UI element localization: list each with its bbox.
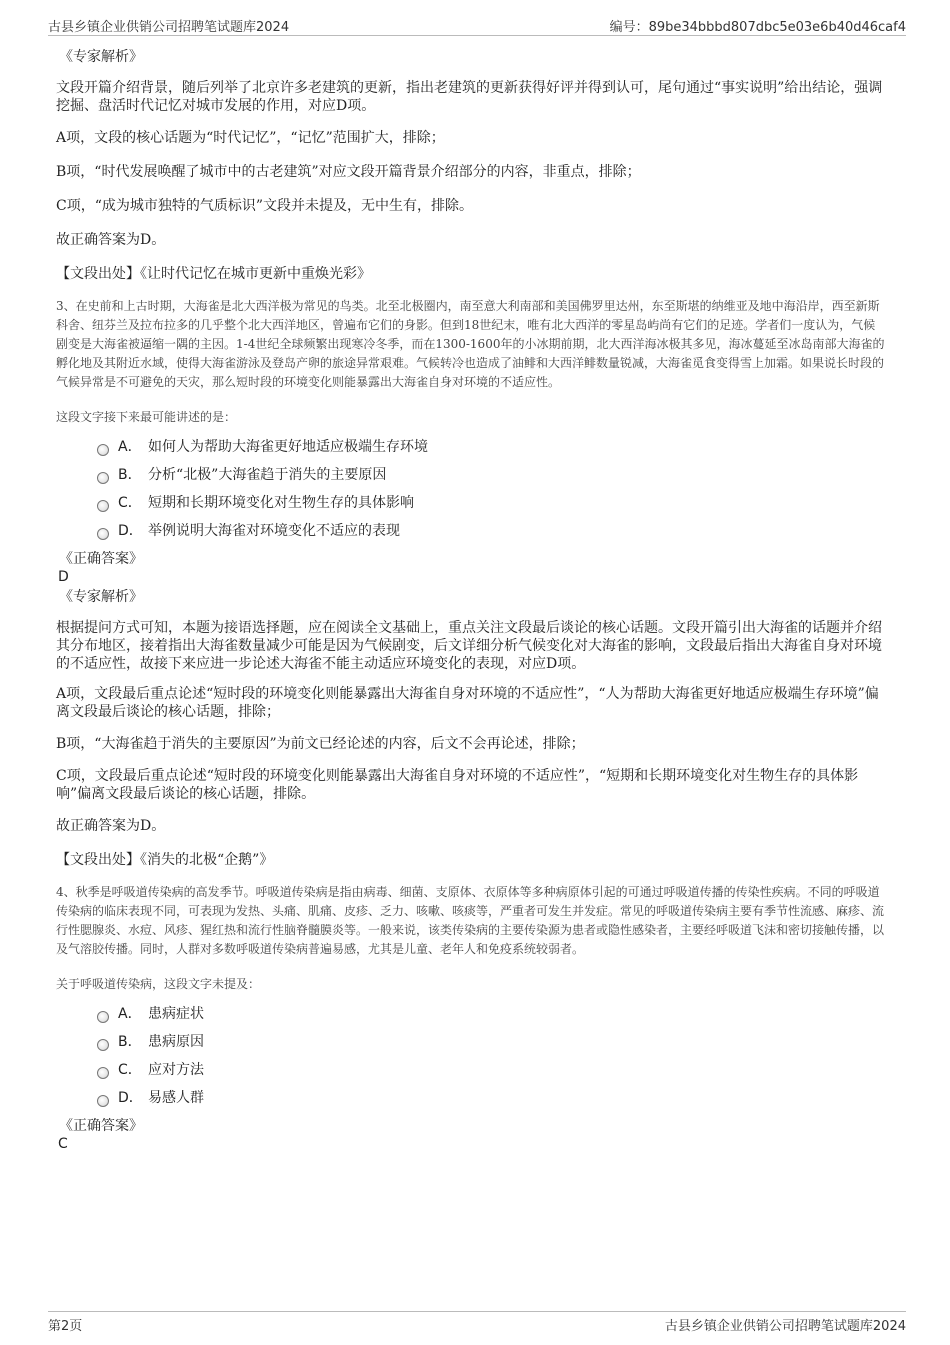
radio-icon[interactable] <box>97 500 109 512</box>
analysis-paragraph: 根据提问方式可知，本题为接语选择题，应在阅读全文基础上，重点关注文段最后谈论的核心话题。文段开篇引出大海雀的话题并介绍其分布地区，接着指出大海雀数量减少可能是因为气候剧变，后文详细分析气候变化对大海雀的影响，文段最后指出大海雀自身对环境的不适应性，故接下来应进一步论述大海雀不能主动适应环境变化的表现，对应D项。 <box>56 620 882 672</box>
option-b[interactable]: B． 患病原因 <box>56 1033 886 1061</box>
source-citation: 【文段出处】《消失的北极“企鹅”》 <box>56 852 274 868</box>
option-c[interactable]: C． 短期和长期环境变化对生物生存的具体影响 <box>56 494 886 522</box>
question-text: 4、秋季是呼吸道传染病的高发季节。呼吸道传染病是指由病毒、细菌、支原体、衣原体等多种病原体引起的可通过呼吸道传播的传染性疾病。不同的呼吸道传染病的临床表现不同，可表现为发热、头痛、肌痛、皮疹、乏力、咳嗽、咳痰等，严重者可发生并发症。常见的呼吸道传染病主要有季节性流感、麻疹、流行性腮腺炎、水痘、风疹、猩红热和流行性脑脊髓膜炎等。一般来说，该类传染病的主要传染源为患者或隐性感染者，主要经呼吸道飞沫和密切接触传播，以及气溶胶传播。同时，人群对多数呼吸道传染病普遍易感，尤其是儿童、老年人和免疫系统较弱者。 <box>56 885 885 956</box>
page-footer <box>48 1311 906 1334</box>
header-title: 古县乡镇企业供销公司招聘笔试题库2024 <box>48 20 290 35</box>
page-number: 第2页 <box>48 1319 83 1334</box>
radio-icon[interactable] <box>97 528 109 540</box>
options-list <box>56 438 886 550</box>
footer-title: 古县乡镇企业供销公司招聘笔试题库2024 <box>664 1319 906 1334</box>
analysis-option-a: A项，文段的核心话题为“时代记忆”，“记忆”范围扩大，排除； <box>56 130 445 146</box>
question-text: 3、在史前和上古时期，大海雀是北大西洋极为常见的鸟类。北至北极圈内，南至意大利南部和美国佛罗里达州，东至斯堪的纳维亚及地中海沿岸，西至新斯科舍、纽芬兰及拉布拉多的几乎整个北大西洋地区，曾遍布它们的身影。但到18世纪末，唯有北大西洋的零星岛屿尚有它们的足迹。学者们一度认为，气候剧变是大海雀被逼缩一隅的主因。1-4世纪全球频繁出现寒冷冬季，而在1300-1600年的小冰期前期，北大西洋海冰极其多见，海冰蔓延至冰岛南部大海雀的孵化地及其附近水域，使得大海雀游泳及登岛产卵的旅途异常艰难。气候转冷也造成了油鲱和大西洋鲱数量锐减，大海雀觅食变得雪上加霜。如果说长时段的气候异常是不可避免的天灾，那么短时段的环境变化则能暴露出大海雀自身对环境的不适应性。 <box>56 299 885 389</box>
option-d[interactable]: D． 易感人群 <box>56 1089 886 1117</box>
radio-icon[interactable] <box>97 472 109 484</box>
question-prompt: 关于呼吸道传染病，这段文字未提及： <box>56 977 261 991</box>
correct-answer: C <box>58 1136 68 1152</box>
analysis-option-a: A项，文段最后重点论述“短时段的环境变化则能暴露出大海雀自身对环境的不适应性”，“人为帮助大海雀更好地适应极端生存环境”偏离文段最后谈论的核心话题，排除； <box>56 686 879 720</box>
radio-icon[interactable] <box>97 1095 109 1107</box>
page-content <box>56 42 886 1153</box>
page-header <box>48 14 906 36</box>
radio-icon[interactable] <box>97 1011 109 1023</box>
radio-icon[interactable] <box>97 1067 109 1079</box>
correct-answer: D <box>58 569 69 585</box>
question-prompt: 这段文字接下来最可能讲述的是： <box>56 410 237 424</box>
option-b[interactable]: B． 分析“北极”大海雀趋于消失的主要原因 <box>56 466 886 494</box>
correct-answer-label: 《正确答案》 <box>59 1118 143 1134</box>
analysis-option-b: B项，“大海雀趋于消失的主要原因”为前文已经论述的内容，后文不会再论述，排除； <box>56 736 585 752</box>
option-a[interactable]: A． 患病症状 <box>56 1005 886 1033</box>
expert-analysis-label: 《专家解析》 <box>59 49 143 65</box>
correct-answer-label: 《正确答案》 <box>59 551 143 567</box>
radio-icon[interactable] <box>97 1039 109 1051</box>
option-c[interactable]: C． 应对方法 <box>56 1061 886 1089</box>
source-citation: 【文段出处】《让时代记忆在城市更新中重焕光彩》 <box>56 266 371 282</box>
analysis-conclusion: 故正确答案为D。 <box>56 232 166 248</box>
analysis-option-b: B项，“时代发展唤醒了城市中的古老建筑”对应文段开篇背景介绍部分的内容，非重点，排除； <box>56 164 641 180</box>
analysis-conclusion: 故正确答案为D。 <box>56 818 166 834</box>
option-d[interactable]: D． 举例说明大海雀对环境变化不适应的表现 <box>56 522 886 550</box>
expert-analysis-label: 《专家解析》 <box>59 589 143 605</box>
radio-icon[interactable] <box>97 444 109 456</box>
analysis-option-c: C项，文段最后重点论述“短时段的环境变化则能暴露出大海雀自身对环境的不适应性”，“短期和长期环境变化对生物生存的具体影响”偏离文段最后谈论的核心话题，排除。 <box>56 768 859 802</box>
option-a[interactable]: A． 如何人为帮助大海雀更好地适应极端生存环境 <box>56 438 886 466</box>
options-list <box>56 1005 886 1117</box>
analysis-option-c: C项，“成为城市独特的气质标识”文段并未提及，无中生有，排除。 <box>56 198 474 214</box>
header-code: 编号：89be34bbbd807dbc5e03e6b40d46caf4 <box>609 20 906 35</box>
analysis-paragraph: 文段开篇介绍背景，随后列举了北京许多老建筑的更新，指出老建筑的更新获得好评并得到认可，尾句通过“事实说明”给出结论，强调挖掘、盘活时代记忆对城市发展的作用，对应D项。 <box>56 80 883 114</box>
